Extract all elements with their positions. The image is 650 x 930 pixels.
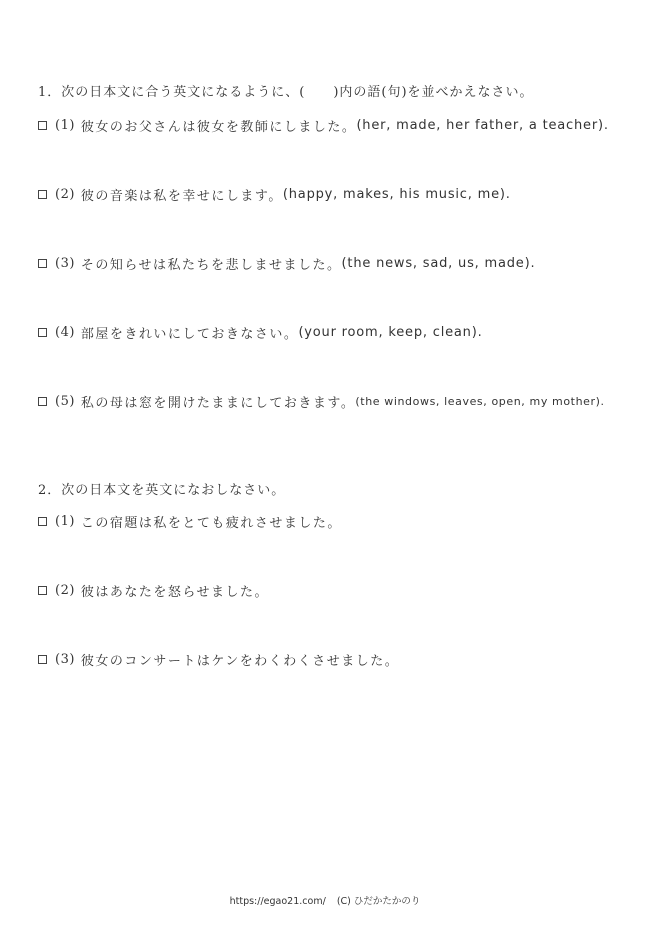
question-japanese: 部屋をきれいにしておきなさい。 [80,327,299,342]
s1-question-5 [38,392,605,411]
question-number: (3) [55,256,75,271]
question-english-words: (her, made, her father, a teacher). [356,118,609,133]
checkbox[interactable] [38,190,47,199]
question-japanese: この宿題は私をとても疲れさせました。 [80,516,342,531]
footer-credit: (C) ひだかたかのり [336,896,421,907]
question-japanese: 彼女のお父さんは彼女を教師にしました。 [80,120,357,135]
question-japanese: 彼はあなたを怒らせました。 [80,585,270,600]
question-number: (1) [55,118,75,133]
question-english-words: (the windows, leaves, open, my mother). [355,395,605,408]
question-english-words: (happy, makes, his music, me). [282,187,511,202]
footer [0,893,650,907]
s1-question-3 [38,254,535,273]
checkbox[interactable] [38,259,47,268]
checkbox[interactable] [38,586,47,595]
section-1-heading: 1．次の日本文に合う英文になるように、( )内の語(句)を並べかえなさい。 [38,85,534,100]
s2-question-1 [38,512,342,531]
section-2-heading: 2．次の日本文を英文になおしなさい。 [38,483,286,498]
s1-question-2 [38,185,511,204]
question-english-words: (your room, keep, clean). [298,325,483,340]
checkbox[interactable] [38,328,47,337]
question-english-words: (the news, sad, us, made). [341,256,536,271]
question-japanese: 私の母は窓を開けたままにしておきます。 [80,396,356,411]
question-japanese: 彼女のコンサートはケンをわくわくさせました。 [80,654,400,669]
s2-question-2 [38,581,269,600]
s1-question-4 [38,323,483,342]
checkbox[interactable] [38,517,47,526]
question-number: (3) [55,652,75,667]
question-number: (2) [55,187,75,202]
question-number: (2) [55,583,75,598]
question-number: (4) [55,325,75,340]
checkbox[interactable] [38,397,47,406]
s1-question-1 [38,116,609,135]
question-number: (5) [55,394,75,409]
footer-url[interactable]: https://egao21.com/ [229,896,326,907]
question-japanese: その知らせは私たちを悲しませました。 [80,258,342,273]
question-number: (1) [55,514,75,529]
checkbox[interactable] [38,121,47,130]
question-japanese: 彼の音楽は私を幸せにします。 [80,189,283,204]
checkbox[interactable] [38,655,47,664]
s2-question-3 [38,650,399,669]
